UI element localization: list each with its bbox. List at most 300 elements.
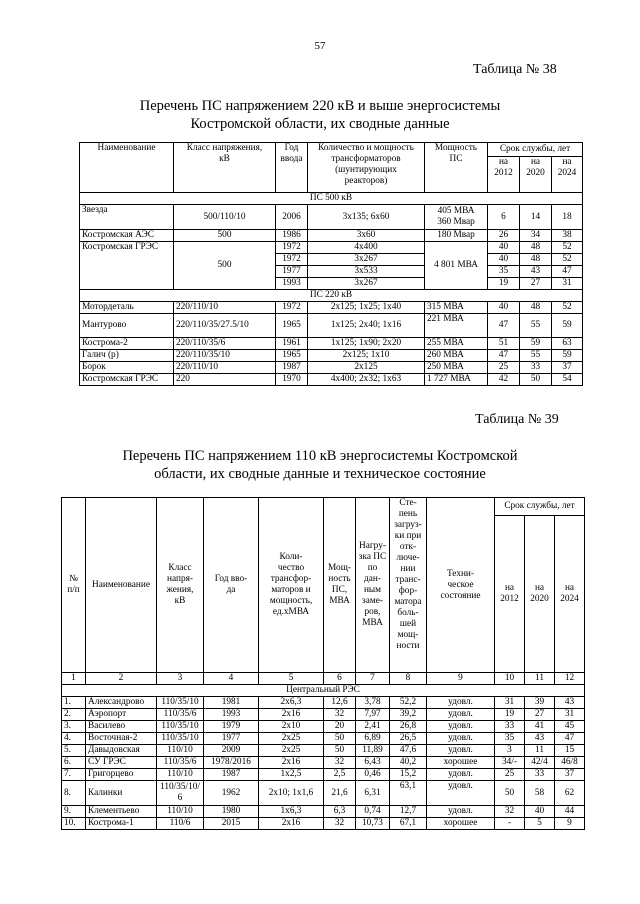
t38-cell-name: Костромская АЭС [80,230,174,242]
t38-header-year-l1: Год [284,143,299,153]
t38-cell-2020: 50 [520,374,552,386]
t39-header-load-line: зка ПС [358,552,387,562]
t38-header-qty-l1: Количество и мощность [318,143,414,153]
t38-cell-power: 4 801 МВА [425,242,488,290]
t38-cell-name: Мантурово [80,314,174,338]
t38-cell-year: 1977 [276,266,308,278]
t39-cell-load: 10,73 [356,818,390,830]
t39-cell-degree: 40,2 [390,757,427,769]
t39-header-degree-line: загруз- [394,520,422,530]
t38-cell-2012: 42 [488,374,520,386]
table-row [62,721,585,733]
t39-cell-2024: 31 [555,709,585,721]
t39-cell-2012: 31 [495,697,525,709]
t38-cell-2024: 38 [552,230,583,242]
t38-cell-2012: 35 [488,266,520,278]
t39-header-degree-line: транс- [395,575,421,585]
t39-cell-qty: 2х6,3 [259,697,324,709]
t39-header-name-line: Наименование [92,579,150,590]
table-row [62,733,585,745]
t38-cell-2024: 54 [552,374,583,386]
t38-cell-name: Кострома-2 [80,338,174,350]
t38-cell-year: 1972 [276,242,308,254]
t39-cell-load: 6,89 [356,733,390,745]
table-39-title-line1: Перечень ПС напряжением 110 кВ энергосистемы Костромской [122,448,518,464]
t38-cell-qty: 4х400 [308,242,425,254]
t38-cell-2024: 52 [552,254,583,266]
t39-cell-load: 6,31 [356,781,390,806]
page-number: 57 [314,40,326,52]
t38-cell-voltage: 220/110/35/6 [174,338,276,350]
t39-header-2024 [555,516,585,673]
t39-cell-name: Аэропорт [86,709,157,721]
table-row [80,242,583,254]
t38-header-voltage [174,143,276,193]
t38-cell-year: 1986 [276,230,308,242]
t39-header-2012-line: 2012 [500,594,519,604]
t39-cell-num: 7. [62,769,86,781]
t39-cell-degree: 12,7 [390,806,427,818]
t39-body [62,697,585,830]
t39-header-year-line: Год вво- [214,574,248,584]
t38-header-voltage-l2: кВ [219,154,230,164]
t39-colnum: 8 [390,673,427,685]
table-row [80,350,583,362]
table-row [62,769,585,781]
t39-header-state-line: Техни- [446,568,475,579]
t39-header-power-line: Мощ- [328,563,351,573]
table-row [62,709,585,721]
t38-cell-2012: 40 [488,242,520,254]
t39-cell-qty: 2х16 [259,709,324,721]
t38-section-220: ПС 220 кВ [80,290,583,302]
t38-cell-power: 260 МВА [425,350,488,362]
t39-colnum: 9 [427,673,495,685]
t39-header-load-line: по [367,563,378,573]
t39-cell-name: Григорцево [86,769,157,781]
t38-cell-power: 255 МВА [425,338,488,350]
t39-cell-power: 50 [324,745,356,757]
table-row [80,338,583,350]
t38-cell-name: Звезда [80,205,174,230]
t39-cell-2024: 45 [555,721,585,733]
t39-cell-num: 3. [62,721,86,733]
table-39 [61,497,585,830]
t39-cell-num: 5. [62,745,86,757]
t39-cell-2012: 19 [495,709,525,721]
t38-cell-2024: 59 [552,314,583,338]
t39-cell-degree: 26,8 [390,721,427,733]
t39-header-num [62,498,86,673]
t39-cell-year: 1979 [204,721,259,733]
t39-cell-state: удовл. [427,806,495,818]
t39-header-degree [390,498,427,673]
t39-cell-2020: 41 [525,721,555,733]
t39-cell-degree: 52,2 [390,697,427,709]
t39-header-state-line: ческое [447,579,474,590]
table-39-title [0,447,640,483]
t39-cell-qty: 1х6,3 [259,806,324,818]
t38-cell-2024: 59 [552,350,583,362]
t39-header-2020-line: на [534,583,545,593]
t38-header-2012 [488,157,520,193]
t38-cell-voltage: 500/110/10 [174,205,276,230]
t39-cell-degree: 47,6 [390,745,427,757]
t38-cell-year: 1972 [276,302,308,314]
t39-cell-state: удовл. [427,745,495,757]
t39-cell-2020: 33 [525,769,555,781]
t38-header-qty-l4: реакторов) [344,176,388,186]
t39-header-voltage-line: жения, [166,585,194,595]
t39-cell-2012: 3 [495,745,525,757]
t38-header-year-l2: ввода [280,154,303,164]
t38-cell-year: 1965 [276,350,308,362]
t38-cell-name: Борок [80,362,174,374]
t39-cell-load: 11,89 [356,745,390,757]
t38-cell-power: 180 Мвар [425,230,488,242]
t39-cell-state: удовл. [427,733,495,745]
t39-header-voltage-line: Класс [168,563,192,573]
t38-cell-voltage: 220/110/35/10 [174,350,276,362]
t39-cell-power: 2,5 [324,769,356,781]
t39-cell-year: 1981 [204,697,259,709]
t39-header-2012-line: на [504,583,515,593]
t38-header-qty-l2: трансформаторов [331,154,401,164]
t38-cell-2024: 52 [552,242,583,254]
t38-header-power [425,143,488,193]
t39-cell-degree: 67,1 [390,818,427,830]
table-row [80,362,583,374]
t39-cell-2024: 37 [555,769,585,781]
t39-header-qty-line: ед.хМВА [272,607,310,617]
t39-cell-state: удовл. [427,781,495,806]
t39-colnums-row [62,673,585,685]
t39-cell-voltage-line: 6 [177,793,183,803]
table-38 [79,142,583,386]
t39-header-degree-line: Сте- [399,498,417,508]
t39-cell-power: 21,6 [324,781,356,806]
t38-cell-2020: 43 [520,266,552,278]
t39-cell-year: 1987 [204,769,259,781]
t38-cell-2012: 47 [488,314,520,338]
t39-header-qty-line: Коли- [279,552,303,562]
t39-cell-state: удовл. [427,697,495,709]
t38-header-qty-l3: (шунтирующих [335,165,397,175]
t38-cell-2020: 55 [520,314,552,338]
t38-cell-2020: 48 [520,242,552,254]
t39-cell-2024: 43 [555,697,585,709]
table-38-label: Таблица № 38 [473,62,557,77]
t38-cell-2020: 33 [520,362,552,374]
t39-cell-year: 1980 [204,806,259,818]
t38-cell-voltage: 220/110/35/27.5/10 [174,314,276,338]
t38-cell-qty: 3х135; 6х60 [308,205,425,230]
t39-cell-year: 1978/2016 [204,757,259,769]
t39-cell-num: 4. [62,733,86,745]
t38-cell-power: 1 727 МВА [425,374,488,386]
t39-colnum: 6 [324,673,356,685]
t39-header-state-line: состояние [440,590,481,601]
t39-colnum: 5 [259,673,324,685]
t39-cell-voltage: 110/10 [157,769,204,781]
t39-cell-power: 32 [324,818,356,830]
t39-cell-num: 8. [62,781,86,806]
t38-header-power-l1: Мощность [434,143,478,153]
t39-cell-voltage [157,781,204,806]
t39-cell-num: 2. [62,709,86,721]
t38-cell-voltage: 220/110/10 [174,302,276,314]
t39-header-life: Срок службы, лет [495,498,585,516]
t39-header-voltage-line: напря- [167,574,193,584]
t38-cell-year: 1987 [276,362,308,374]
t39-cell-name: СУ ГРЭС [86,757,157,769]
table-row [80,230,583,242]
t39-cell-power: 20 [324,721,356,733]
t38-cell-2012: 47 [488,350,520,362]
t39-colnum: 3 [157,673,204,685]
t38-cell-power: 315 МВА [425,302,488,314]
table-38-title-line2: Костромской области, их сводные данные [190,116,450,132]
t39-cell-year: 2009 [204,745,259,757]
t39-header-year-line: да [226,585,236,595]
t38-header-2024-l1: на [562,157,572,167]
t38-cell-qty: 3х533 [308,266,425,278]
t39-header-qty [259,498,324,673]
t39-cell-qty: 2х10; 1х1,6 [259,781,324,806]
t39-cell-2024: 44 [555,806,585,818]
t39-cell-name: Кострома-1 [86,818,157,830]
table-39-label: Таблица № 39 [475,412,559,427]
t38-header-2020-l1: на [530,157,541,167]
t39-cell-2020: 5 [525,818,555,830]
t38-header-2012-l1: на [498,157,509,167]
t38-cell-year: 1965 [276,314,308,338]
t39-cell-2020: 42/4 [525,757,555,769]
t38-cell-year: 1972 [276,254,308,266]
t39-header-degree-line: пень [398,509,418,519]
t39-colnum: 10 [495,673,525,685]
t39-cell-2020: 58 [525,781,555,806]
t39-cell-num: 6. [62,757,86,769]
t39-header-degree-line: боль- [397,608,419,618]
t39-header-2020-line: 2020 [530,594,549,604]
t38-cell-2012: 40 [488,302,520,314]
t39-section-central: Центральный РЭС [62,685,585,697]
t39-cell-power: 50 [324,733,356,745]
t39-colnum: 11 [525,673,555,685]
t39-cell-state: хорошее [427,757,495,769]
t38-cell-qty: 1х125; 2х40; 1х16 [308,314,425,338]
t39-cell-load: 3,78 [356,697,390,709]
t38-header-qty [308,143,425,193]
t39-cell-2020: 27 [525,709,555,721]
table-row [62,745,585,757]
t38-cell-qty: 4х400; 2х32; 1х63 [308,374,425,386]
t39-header-2024-line: на [564,583,575,593]
t39-header-degree-line: мощ- [397,630,419,640]
t39-header-2012 [495,516,525,673]
t39-cell-num: 1. [62,697,86,709]
t39-cell-year: 1993 [204,709,259,721]
t38-cell-name: Галич (р) [80,350,174,362]
t38-cell-qty: 2х125; 1х10 [308,350,425,362]
t38-cell-qty: 3х60 [308,230,425,242]
t39-cell-2020: 43 [525,733,555,745]
t39-cell-2012: 35 [495,733,525,745]
table-39-title-line2: области, их сводные данные и техническое состояние [154,466,486,482]
t39-header-degree-line: отк- [399,542,417,552]
t39-header-state [427,498,495,673]
t38-cell-power-l1: 405 МВА [437,206,475,216]
table-row [62,806,585,818]
table-row [80,314,583,338]
t39-cell-name: Восточная-2 [86,733,157,745]
t39-cell-2012: 34/- [495,757,525,769]
t39-header-qty-line: маторов и [271,585,311,595]
t38-cell-2024: 18 [552,205,583,230]
t39-cell-year: 1977 [204,733,259,745]
t38-cell-2020: 34 [520,230,552,242]
t38-header-life: Срок службы, лет [488,143,583,157]
t39-cell-2024: 9 [555,818,585,830]
t38-header-2024-l2: 2024 [557,168,577,178]
t38-header-2024 [552,157,583,193]
t39-cell-load: 0,74 [356,806,390,818]
t38-cell-2020: 59 [520,338,552,350]
t38-cell-qty: 2х125; 1х25; 1х40 [308,302,425,314]
t39-header-year [204,498,259,673]
t38-cell-2024: 31 [552,278,583,290]
t39-cell-voltage: 110/35/6 [157,709,204,721]
t39-header-load-line: заме- [362,596,383,606]
t39-cell-state: хорошее [427,818,495,830]
t38-cell-year: 1961 [276,338,308,350]
t39-header-degree-line: нии [400,564,416,574]
t38-cell-2012: 19 [488,278,520,290]
t39-cell-2020: 11 [525,745,555,757]
t39-header-power [324,498,356,673]
t38-cell-name: Костромская ГРЭС [80,242,174,290]
t38-section-500: ПС 500 кВ [80,193,583,205]
t38-header-name: Наименование [80,143,174,193]
t38-cell-year: 1993 [276,278,308,290]
t39-header-load-line: МВА [362,618,383,628]
t38-header-power-l2: ПС [449,154,463,164]
t38-cell-2012: 6 [488,205,520,230]
t39-cell-voltage: 110/35/10 [157,721,204,733]
t39-cell-degree: 39,2 [390,709,427,721]
t38-cell-2024: 37 [552,362,583,374]
t39-cell-2020: 40 [525,806,555,818]
t39-cell-load: 2,41 [356,721,390,733]
t38-cell-2020: 14 [520,205,552,230]
t39-header-voltage [157,498,204,673]
t39-cell-num: 9. [62,806,86,818]
t39-cell-2024: 62 [555,781,585,806]
t39-cell-name: Василево [86,721,157,733]
t39-cell-qty: 2х10 [259,721,324,733]
t39-header-degree-line: лючe- [396,553,420,563]
table-row [62,818,585,830]
t39-cell-power: 12,6 [324,697,356,709]
t38-cell-2012: 40 [488,254,520,266]
t39-cell-name: Калинки [86,781,157,806]
table-row [80,205,583,230]
t38-cell-qty: 3х267 [308,278,425,290]
t39-colnum: 1 [62,673,86,685]
table-38-title-line1: Перечень ПС напряжением 220 кВ и выше энергосистемы [139,98,501,114]
t38-cell-power: 221 МВА [425,314,488,338]
t39-cell-year: 1962 [204,781,259,806]
t39-colnum: 2 [86,673,157,685]
t38-cell-power [425,205,488,230]
t39-cell-qty: 2х25 [259,733,324,745]
t39-cell-2012: 50 [495,781,525,806]
t39-header-degree-line: фор- [398,586,418,596]
t39-cell-degree: 63,1 [390,781,427,806]
t38-cell-power: 250 МВА [425,362,488,374]
t39-header-load-line: Нагру- [359,541,386,551]
t39-header-2024-line: 2024 [560,594,579,604]
t38-header-2012-l2: 2012 [494,168,513,178]
t39-cell-load: 0,46 [356,769,390,781]
t39-header-degree-line: ности [396,641,420,651]
table-row [80,374,583,386]
t39-cell-2012: 25 [495,769,525,781]
table-row [80,302,583,314]
table-row [62,781,585,806]
t38-cell-2012: 26 [488,230,520,242]
t39-header-num-line: № [69,574,78,584]
t38-cell-qty: 3х267 [308,254,425,266]
t39-header-degree-line: ки при [394,531,422,541]
t38-cell-voltage: 220 [174,374,276,386]
t39-cell-name: Александрово [86,697,157,709]
t39-header-voltage-line: кВ [174,596,186,606]
t38-cell-2024: 47 [552,266,583,278]
t39-header-degree-line: матора [394,597,422,607]
t38-cell-2020: 48 [520,302,552,314]
t39-header-load-line: дан- [364,574,381,584]
t39-cell-2020: 39 [525,697,555,709]
t39-header-degree-line: шей [399,619,417,629]
t38-cell-2024: 52 [552,302,583,314]
t39-header-power-line: ПС, [331,585,348,595]
t39-cell-state: удовл. [427,709,495,721]
t39-header-qty-line: трансфор- [270,574,312,584]
t38-cell-2020: 55 [520,350,552,362]
t38-cell-2024: 63 [552,338,583,350]
t39-cell-voltage: 110/10 [157,745,204,757]
t39-cell-2024: 47 [555,733,585,745]
t39-cell-2012: - [495,818,525,830]
t39-header-name [86,498,157,673]
t38-cell-year: 1970 [276,374,308,386]
t39-colnum: 12 [555,673,585,685]
t38-cell-year: 2006 [276,205,308,230]
t39-cell-state: удовл. [427,769,495,781]
t39-cell-2012: 33 [495,721,525,733]
t39-header-power-line: МВА [329,596,350,606]
t39-cell-voltage: 110/35/6 [157,757,204,769]
t38-cell-power-l2: 360 Мвар [437,217,475,227]
t39-cell-voltage: 110/35/10 [157,697,204,709]
t39-cell-qty: 2х25 [259,745,324,757]
table-38-title [0,97,640,133]
table-row [62,757,585,769]
t38-header-2020-l2: 2020 [526,168,545,178]
table-row [62,697,585,709]
